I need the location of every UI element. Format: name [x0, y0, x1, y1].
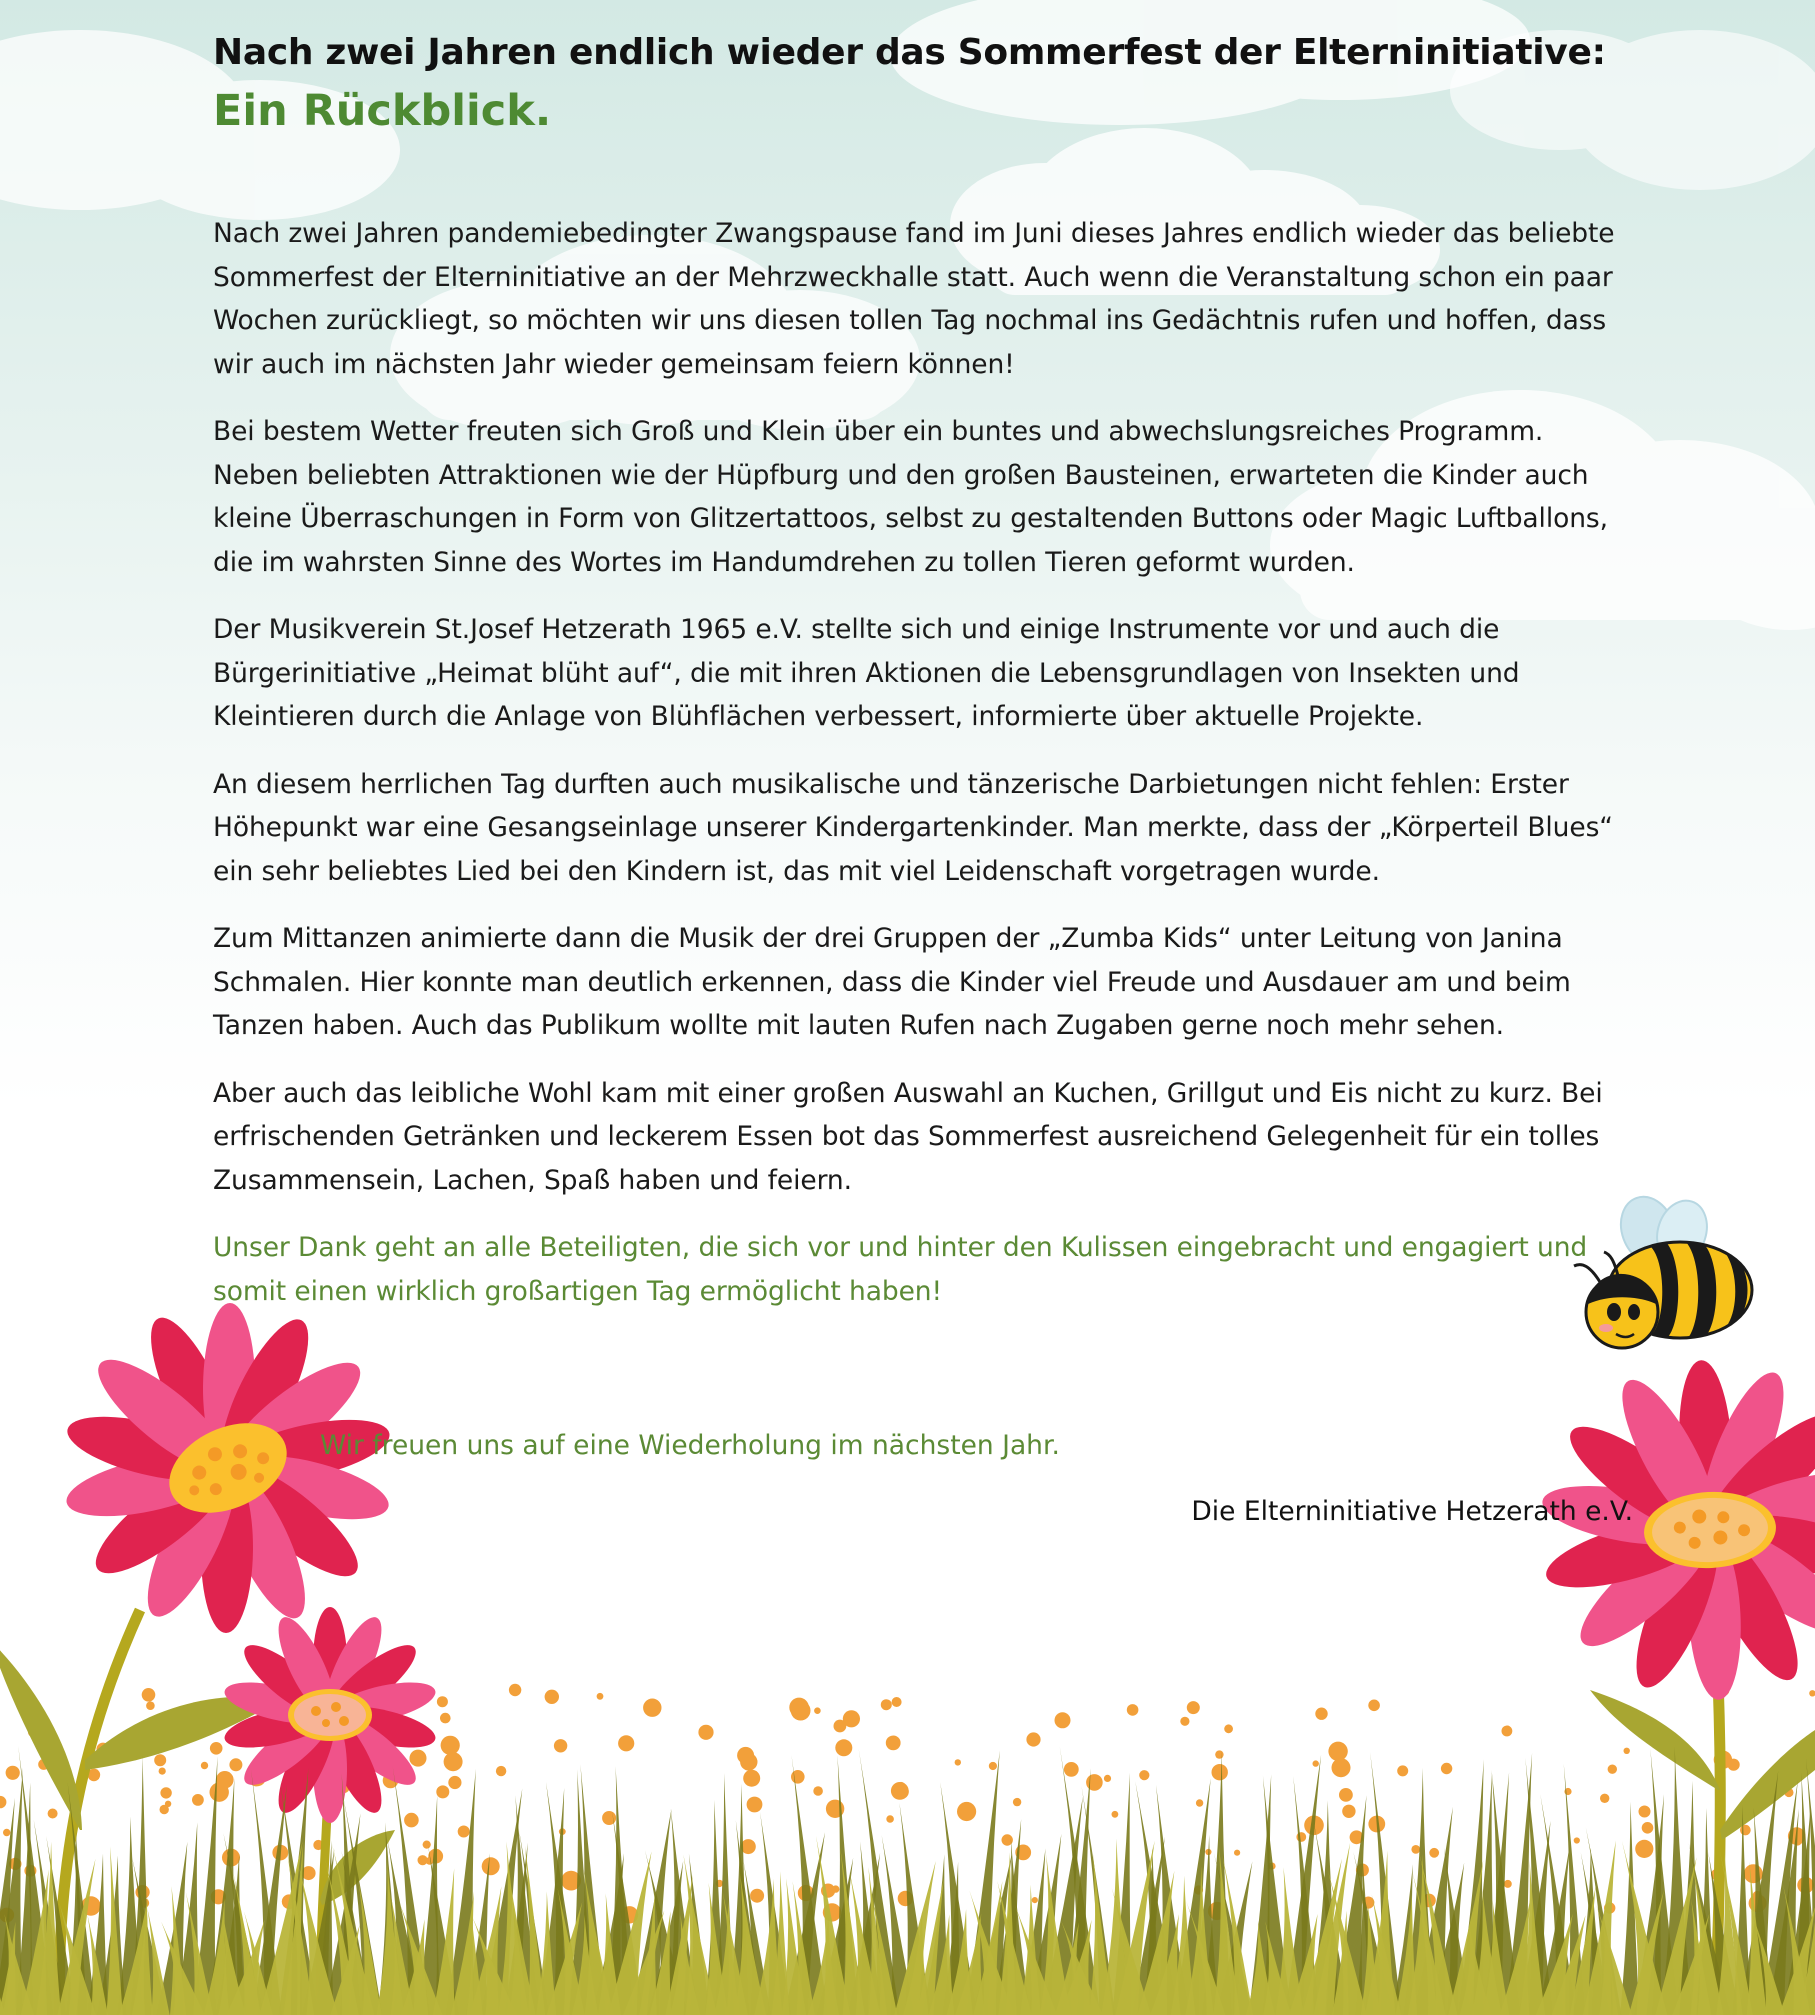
paragraph: Zum Mittanzen animierte dann die Musik der drei Gruppen der „Zumba Kids“ unter Leitung von Janina Schmalen. Hier konnte man deutlich erkennen, dass die Kinder viel Freude und Ausdauer am und beim Tanzen haben. Auch das Publikum wollte mit lauten Rufen nach Zugaben gerne noch mehr sehen. [213, 923, 1571, 1041]
signature: Die Elterninitiative Hetzerath e.V. [1191, 1496, 1633, 1527]
paragraph: Der Musikverein St.Josef Hetzerath 1965 e.V. stellte sich und einige Instrumente vor und auch die Bürgerinitiative „Heimat blüht auf“, die mit ihren Aktionen die Lebensgrundlagen von Insekten und Kleintieren durch die Anlage von Blühflächen verbessert, informierte über aktuelle Projekte. [213, 614, 1520, 732]
subheadline: Ein Rückblick. [213, 86, 552, 136]
headline: Nach zwei Jahren endlich wieder das Sommerfest der Elterninitiative: [213, 32, 1606, 73]
grass-icon [0, 1746, 1815, 2015]
paragraph: Bei bestem Wetter freuten sich Groß und Klein über ein buntes und abwechslungsreiches Programm. Neben beliebten Attraktionen wie der Hüpfburg und den großen Bausteinen, erwarteten die Kinder auch kleine Überraschungen in Form von Glitzertattoos, selbst zu gestaltenden Buttons oder Magic Luftballons, die im wahrsten Sinne des Wortes im Handumdrehen zu tollen Tieren geformt wurden. [213, 416, 1608, 578]
paragraph: An diesem herrlichen Tag durften auch musikalische und tänzerische Darbietungen nicht fehlen: Erster Höhepunkt war eine Gesangseinlage unserer Kindergartenkinder. Man merkte, dass der „Körperteil Blues“ ein sehr beliebtes Lied bei den Kindern ist, das mit viel Leidenschaft vorgetragen wurde. [213, 768, 1613, 887]
closing-line: Wir freuen uns auf eine Wiederholung im nächsten Jahr. [320, 1430, 1060, 1461]
thanks-paragraph: Unser Dank geht an alle Beteiligten, die sich vor und hinter den Kulissen eingebracht und engagiert und somit einen wirklich großartigen Tag ermöglicht haben! [213, 1232, 1588, 1307]
article-body [213, 212, 1633, 1337]
paragraph: Nach zwei Jahren pandemiebedingter Zwangspause fand im Juni dieses Jahres endlich wieder das beliebte Sommerfest der Elterninitiative an der Mehrzweckhalle statt. Auch wenn die Veranstaltung schon ein paar Wochen zurückliegt, so möchten wir uns diesen tollen Tag nochmal ins Gedächtnis rufen und hoffen, dass wir auch im nächsten Jahr wieder gemeinsam feiern können! [213, 218, 1615, 380]
paragraph: Aber auch das leibliche Wohl kam mit einer großen Auswahl an Kuchen, Grillgut und Eis nicht zu kurz. Bei erfrischenden Getränken und leckerem Essen bot das Sommerfest ausreichend Gelegenheit für ein tolles Zusammensein, Lachen, Spaß haben und feiern. [213, 1077, 1603, 1196]
